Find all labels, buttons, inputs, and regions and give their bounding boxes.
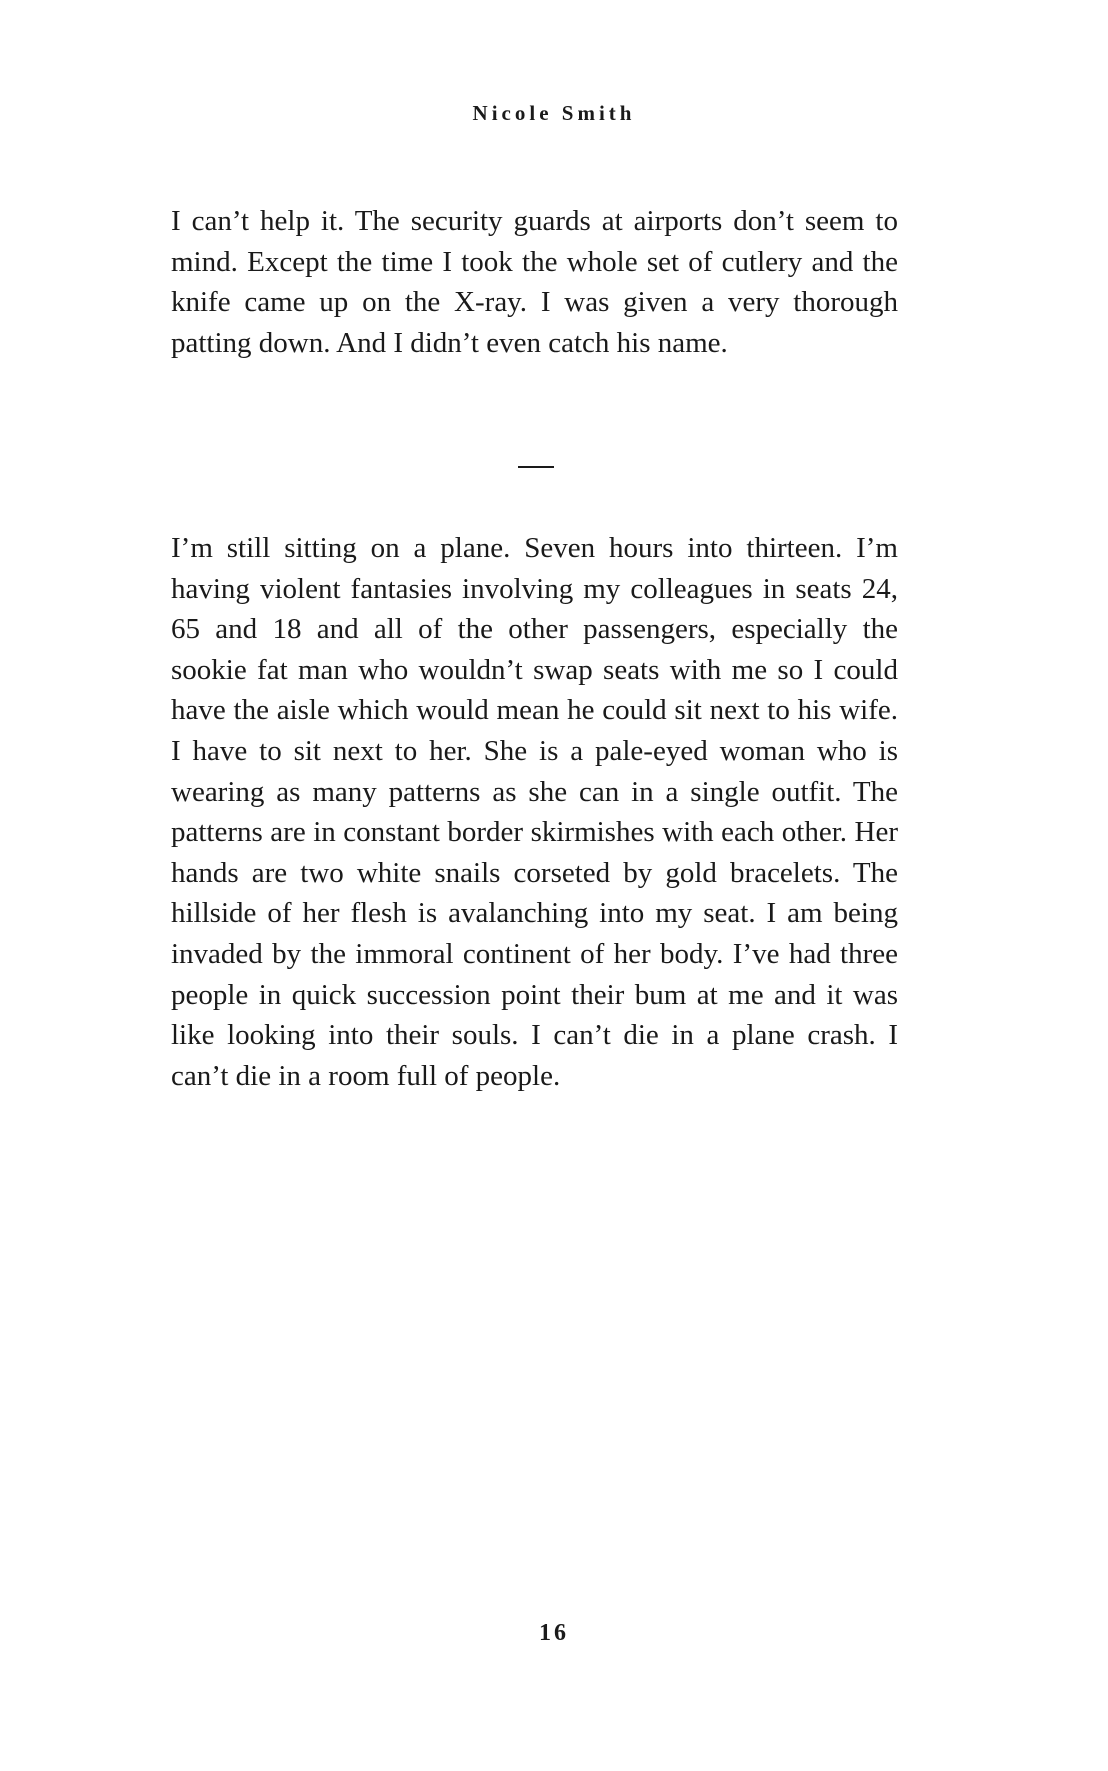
section-break-dash <box>518 466 554 468</box>
running-head: Nicole Smith <box>472 101 636 125</box>
paragraph-1: I can’t help it. The security guards at airports don’t seem to mind. Except the time I took the whole set of cutlery and the knife came up on the X-ray. I was given a very thorough patting down. And I didn’t even catch his name. <box>171 205 898 359</box>
paragraph-2: I’m still sitting on a plane. Seven hours into thirteen. I’m having violent fantasies involving my colleagues in seats 24, 65 and 18 and all of the other passengers, especially the sookie fat man who wouldn’t swap seats with me so I could have the aisle which would mean he could sit next to his wife. I have to sit next to her. She is a pale-eyed woman who is wearing as many patterns as she can in a single outfit. The patterns are in constant border skirmishes with each other. Her hands are two white snails corseted by gold bracelets. The hillside of her flesh is avalanching into my seat. I am being invaded by the immoral continent of her body. I’ve had three people in quick succession point their bum at me and it was like looking into their souls. I can’t die in a plane crash. I can’t die in a room full of people. <box>171 532 898 1092</box>
page-number: 16 <box>539 1620 569 1646</box>
